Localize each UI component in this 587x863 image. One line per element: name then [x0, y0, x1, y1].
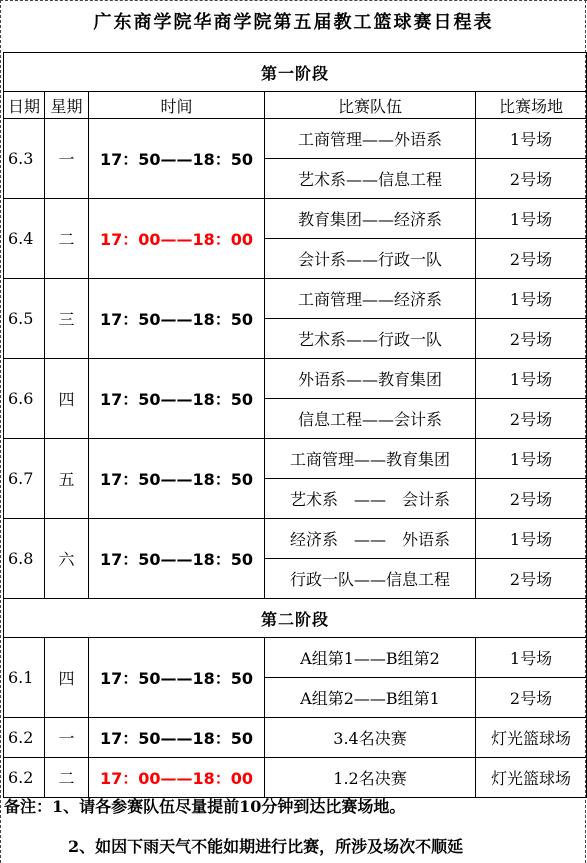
time-cell: 17：50——18：50	[89, 279, 265, 359]
teams-cell: A组第1——B组第2	[265, 638, 476, 678]
venue-cell: 2号场	[476, 319, 587, 359]
teams-cell: A组第2——B组第1	[265, 678, 476, 718]
match-row	[4, 199, 587, 239]
time-cell: 17：50——18：50	[89, 359, 265, 439]
venue-cell: 2号场	[476, 159, 587, 199]
note-line-1: 备注：1、请各参赛队伍尽量提前10分钟到达比赛场地。	[4, 797, 406, 816]
date-cell: 6.2	[4, 718, 45, 758]
header-weekday: 星期	[45, 92, 89, 119]
venue-cell: 2号场	[476, 559, 587, 599]
teams-cell: 艺术系 —— 会计系	[265, 479, 476, 519]
venue-cell: 2号场	[476, 239, 587, 279]
teams-cell: 会计系——行政一队	[265, 239, 476, 279]
weekday-cell: 四	[45, 359, 89, 439]
time-cell: 17：50——18：50	[89, 119, 265, 199]
venue-cell: 1号场	[476, 439, 587, 479]
date-cell: 6.8	[4, 519, 45, 599]
header-time: 时间	[89, 92, 265, 119]
time-cell: 17：00——18：00	[89, 199, 265, 279]
teams-cell: 工商管理——外语系	[265, 119, 476, 159]
page-border-left	[0, 0, 1, 863]
match-row	[4, 119, 587, 159]
teams-cell: 艺术系——信息工程	[265, 159, 476, 199]
schedule-body	[4, 53, 587, 798]
date-cell: 6.7	[4, 439, 45, 519]
match-row	[4, 638, 587, 678]
match-row	[4, 439, 587, 479]
weekday-cell: 一	[45, 119, 89, 199]
teams-cell: 教育集团——经济系	[265, 199, 476, 239]
stage-two-label: 第二阶段	[4, 599, 587, 638]
schedule-title: 广东商学院华商学院第五届教工篮球赛日程表	[93, 12, 494, 33]
venue-cell: 1号场	[476, 119, 587, 159]
teams-cell: 3.4名决赛	[265, 718, 476, 758]
date-cell: 6.5	[4, 279, 45, 359]
date-cell: 6.1	[4, 638, 45, 718]
header-venue: 比赛场地	[476, 92, 587, 119]
stage-one-row	[4, 53, 587, 92]
weekday-cell: 四	[45, 638, 89, 718]
teams-cell: 工商管理——教育集团	[265, 439, 476, 479]
match-row	[4, 519, 587, 559]
venue-cell: 2号场	[476, 399, 587, 439]
time-cell: 17：50——18：50	[89, 718, 265, 758]
match-row	[4, 279, 587, 319]
teams-cell: 工商管理——经济系	[265, 279, 476, 319]
match-row	[4, 359, 587, 399]
time-cell: 17：50——18：50	[89, 439, 265, 519]
teams-cell: 经济系 —— 外语系	[265, 519, 476, 559]
weekday-cell: 二	[45, 199, 89, 279]
header-date: 日期	[4, 92, 45, 119]
time-cell: 17：50——18：50	[89, 638, 265, 718]
date-cell: 6.3	[4, 119, 45, 199]
teams-cell: 信息工程——会计系	[265, 399, 476, 439]
schedule-table	[3, 52, 587, 798]
weekday-cell: 二	[45, 758, 89, 798]
venue-cell: 1号场	[476, 279, 587, 319]
venue-cell: 1号场	[476, 519, 587, 559]
venue-cell: 2号场	[476, 678, 587, 718]
time-cell: 17：50——18：50	[89, 519, 265, 599]
weekday-cell: 六	[45, 519, 89, 599]
time-cell: 17：00——18：00	[89, 758, 265, 798]
teams-cell: 艺术系——行政一队	[265, 319, 476, 359]
note-line-2: 2、如因下雨天气不能如期进行比赛，所涉及场次不顺延	[68, 837, 464, 856]
venue-cell: 灯光篮球场	[476, 718, 587, 758]
venue-cell: 灯光篮球场	[476, 758, 587, 798]
venue-cell: 1号场	[476, 638, 587, 678]
match-row	[4, 758, 587, 798]
stage-two-row	[4, 599, 587, 638]
teams-cell: 外语系——教育集团	[265, 359, 476, 399]
header-row	[4, 92, 587, 119]
venue-cell: 2号场	[476, 479, 587, 519]
date-cell: 6.6	[4, 359, 45, 439]
teams-cell: 行政一队——信息工程	[265, 559, 476, 599]
match-row	[4, 718, 587, 758]
header-teams: 比赛队伍	[265, 92, 476, 119]
date-cell: 6.2	[4, 758, 45, 798]
weekday-cell: 三	[45, 279, 89, 359]
teams-cell: 1.2名决赛	[265, 758, 476, 798]
stage-one-label: 第一阶段	[4, 53, 587, 92]
date-cell: 6.4	[4, 199, 45, 279]
venue-cell: 1号场	[476, 199, 587, 239]
weekday-cell: 五	[45, 439, 89, 519]
weekday-cell: 一	[45, 718, 89, 758]
page-border-top	[0, 0, 587, 1]
venue-cell: 1号场	[476, 359, 587, 399]
